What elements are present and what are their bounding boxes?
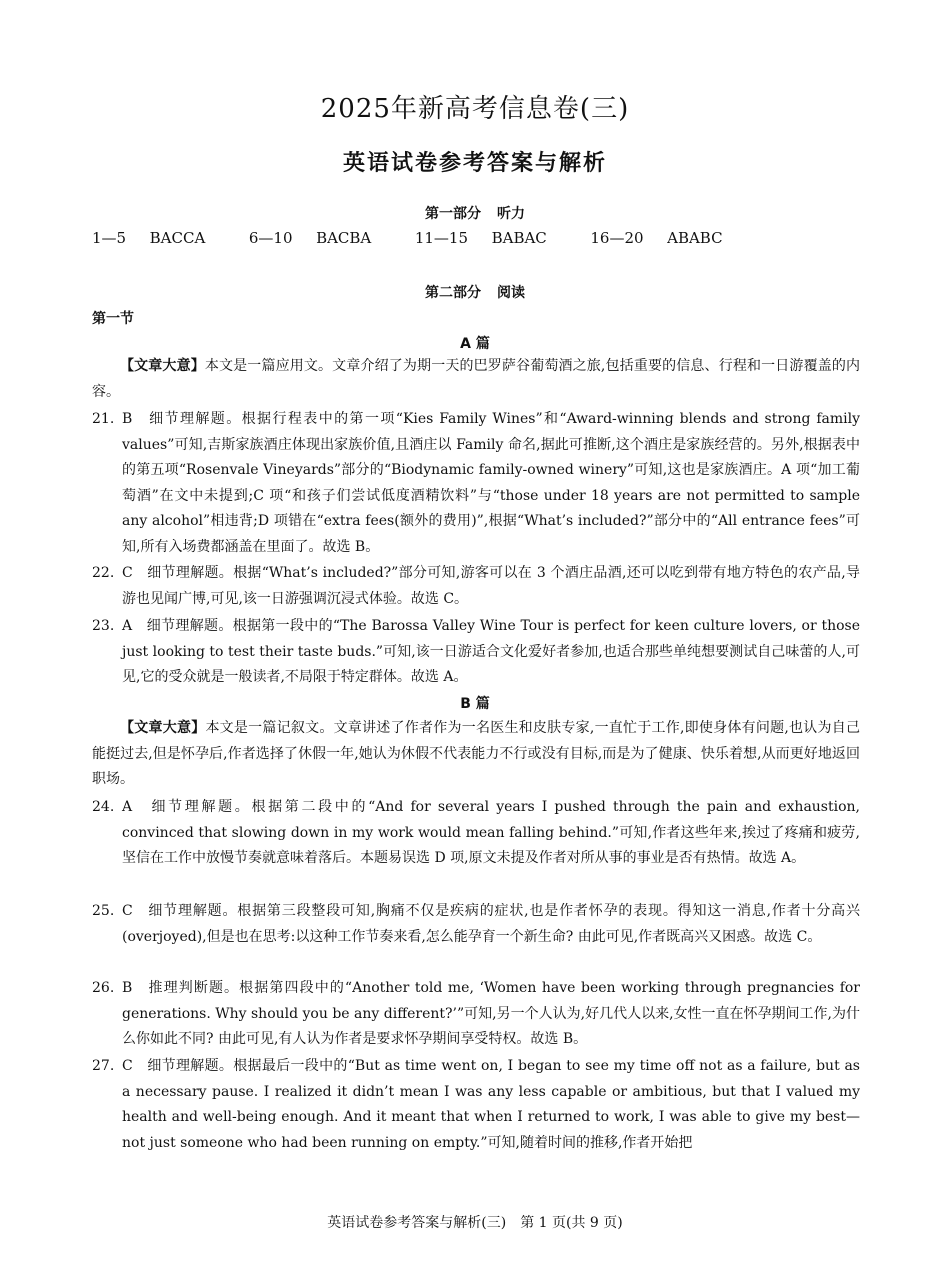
answer-key: BACCA bbox=[149, 229, 206, 247]
question-explanation: C 细节理解题。根据最后一段中的“But as time went on, I began to see my time off not as a failure, but as a necessary pause. I realized it didn’t mean I was any less capable or ambitious, but that I valued my health and well-being enough. And it meant that when I returned to work, I was able to give my best—not just someone who had been running on empty.”可知,随着时间的推移,作者开始把 bbox=[122, 1058, 860, 1151]
question-explanation: C 细节理解题。根据“What’s included?”部分可知,游客可以在 3 个酒庄品酒,还可以吃到带有地方特色的农产品,导游也见闻广博,可见,该一日游强调沉浸式体验。故选 C。 bbox=[122, 565, 860, 607]
question-27 bbox=[92, 1054, 860, 1156]
summary-text: 本文是一篇记叙文。文章讲述了作者作为一名医生和皮肤专家,一直忙于工作,即使身体有问题,也认为自己能挺过去,但是怀孕后,作者选择了休假一年,她认为休假不代表能力不行或没有目标,而是为了健康、快乐着想,从而更好地返回职场。 bbox=[92, 720, 860, 788]
question-21 bbox=[92, 407, 860, 561]
section-label: 第一节 bbox=[92, 311, 134, 327]
summary-label: 【文章大意】 bbox=[120, 358, 205, 374]
question-number: 21. bbox=[92, 411, 115, 427]
passage-a-summary bbox=[92, 354, 860, 405]
part1-heading bbox=[0, 203, 950, 223]
listening-answers bbox=[92, 229, 723, 247]
question-number: 26. bbox=[92, 980, 115, 996]
question-23 bbox=[92, 614, 860, 691]
answer-range: 11—15 bbox=[414, 229, 469, 247]
question-number: 25. bbox=[92, 903, 115, 919]
answer-range: 1—5 bbox=[92, 229, 127, 247]
page-footer: 英语试卷参考答案与解析(三) 第 1 页(共 9 页) bbox=[327, 1215, 623, 1231]
question-25 bbox=[92, 899, 860, 950]
question-number: 27. bbox=[92, 1058, 115, 1074]
answer-key: ABABC bbox=[667, 229, 723, 247]
question-explanation: B 细节理解题。根据行程表中的第一项“Kies Family Wines”和“Award-winning blends and strong family values”可知,吉斯家族酒庄体现出家族价值,且酒庄以 Family 命名,据此可推断,这个酒庄是家族经营的。另外,根据表中的第五项“Rosenvale Vineyards”部分的“Biodynamic family-owned winery”可知,这也是家族酒庄。A 项“加工葡萄酒”在文中未提到;C 项“和孩子们尝试低度酒精饮料”与“those under 18 years are not permitted to sample any alcohol”相违背;D 项错在“extra fees(额外的费用)”,根据“What’s included?”部分中的“All entrance fees”可知,所有入场费都涵盖在里面了。故选 B。 bbox=[122, 411, 860, 555]
answer-range: 16—20 bbox=[590, 229, 644, 247]
page-title: 2025年新高考信息卷(三) bbox=[320, 94, 630, 124]
question-explanation: C 细节理解题。根据第三段整段可知,胸痛不仅是疾病的症状,也是作者怀孕的表现。得知这一消息,作者十分高兴(overjoyed),但是也在思考:以这种工作节奏来看,怎么能孕育一个新生命? 由此可见,作者既高兴又困惑。故选 C。 bbox=[122, 903, 860, 945]
question-number: 24. bbox=[92, 799, 115, 815]
summary-text: 本文是一篇应用文。文章介绍了为期一天的巴罗萨谷葡萄酒之旅,包括重要的信息、行程和一日游覆盖的内容。 bbox=[92, 358, 860, 400]
question-26 bbox=[92, 976, 860, 1053]
summary-label: 【文章大意】 bbox=[120, 720, 206, 736]
page-subtitle: 英语试卷参考答案与解析 bbox=[342, 150, 607, 176]
question-number: 22. bbox=[92, 565, 115, 581]
question-number: 23. bbox=[92, 618, 115, 634]
passage-b-summary bbox=[92, 716, 860, 793]
part2-heading bbox=[0, 282, 950, 302]
question-explanation: A 细节理解题。根据第一段中的“The Barossa Valley Wine Tour is perfect for keen culture lovers, or those just looking to test their taste buds.”可知,该一日游适合文化爱好者参加,也适合那些单纯想要测试自己味蕾的人,可见,它的受众就是一般读者,不局限于特定群体。故选 A。 bbox=[122, 618, 860, 686]
answer-key: BACBA bbox=[316, 229, 372, 247]
answer-key: BABAC bbox=[491, 229, 547, 247]
question-24 bbox=[92, 795, 860, 872]
passage-a-heading: A 篇 bbox=[460, 336, 490, 352]
question-22 bbox=[92, 561, 860, 612]
part2-section: 阅读 bbox=[497, 285, 525, 301]
part1-section: 听力 bbox=[497, 206, 525, 222]
question-explanation: B 推理判断题。根据第四段中的“Another told me, ‘Women have been working through pregnancies for generations. Why should you be any different?’”可知,另一个人认为,好几代人以来,女性一直在怀孕期间工作,为什么你如此不同? 由此可见,有人认为作者是要求怀孕期间享受特权。故选 B。 bbox=[122, 980, 860, 1048]
part1-name: 第一部分 bbox=[425, 206, 481, 222]
passage-b-heading: B 篇 bbox=[460, 696, 490, 712]
question-explanation: A 细节理解题。根据第二段中的“And for several years I pushed through the pain and exhaustion, convinced that slowing down in my work would mean falling behind.”可知,作者这些年来,挨过了疼痛和疲劳,坚信在工作中放慢节奏就意味着落后。本题易误选 D 项,原文未提及作者对所从事的事业是否有热情。故选 A。 bbox=[122, 799, 860, 867]
answer-range: 6—10 bbox=[248, 229, 293, 247]
part2-name: 第二部分 bbox=[425, 285, 481, 301]
